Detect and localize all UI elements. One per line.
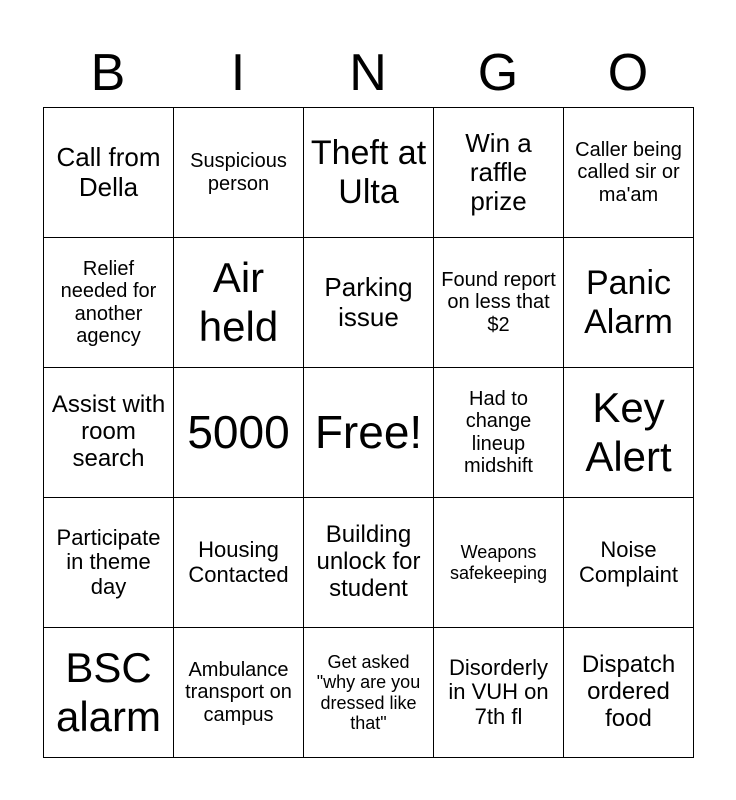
header-letter-o: O [607,44,649,102]
bingo-cell[interactable]: Win a raffle prize [434,108,564,238]
bingo-cell[interactable]: Dispatch ordered food [564,628,694,758]
bingo-cell[interactable]: Theft at Ulta [304,108,434,238]
bingo-cell[interactable]: Weapons safekeeping [434,498,564,628]
free-space-cell[interactable]: Free! [304,368,434,498]
bingo-cell[interactable]: Participate in theme day [44,498,174,628]
bingo-cell[interactable]: Get asked "why are you dressed like that" [304,628,434,758]
bingo-cell[interactable]: Panic Alarm [564,238,694,368]
bingo-cell[interactable]: 5000 [174,368,304,498]
bingo-cell[interactable]: Building unlock for student [304,498,434,628]
bingo-header [43,38,693,108]
header-letter-b: B [90,44,126,102]
bingo-cell[interactable]: Air held [174,238,304,368]
header-letter-i: I [230,44,246,102]
bingo-cell[interactable]: Found report on less that $2 [434,238,564,368]
bingo-cell[interactable]: Disorderly in VUH on 7th fl [434,628,564,758]
header-letter-n: N [349,44,387,102]
bingo-cell[interactable]: Relief needed for another agency [44,238,174,368]
bingo-cell[interactable]: Had to change lineup midshift [434,368,564,498]
bingo-cell[interactable]: Noise Complaint [564,498,694,628]
bingo-cell[interactable]: Assist with room search [44,368,174,498]
bingo-cell[interactable]: Caller being called sir or ma'am [564,108,694,238]
bingo-cell[interactable]: Ambulance transport on campus [174,628,304,758]
bingo-cell[interactable]: Call from Della [44,108,174,238]
header-letter-g: G [477,44,519,102]
bingo-cell[interactable]: Key Alert [564,368,694,498]
bingo-cell[interactable]: Parking issue [304,238,434,368]
bingo-board [43,107,694,758]
bingo-cell[interactable]: Housing Contacted [174,498,304,628]
bingo-cell[interactable]: BSC alarm [44,628,174,758]
bingo-cell[interactable]: Suspicious person [174,108,304,238]
